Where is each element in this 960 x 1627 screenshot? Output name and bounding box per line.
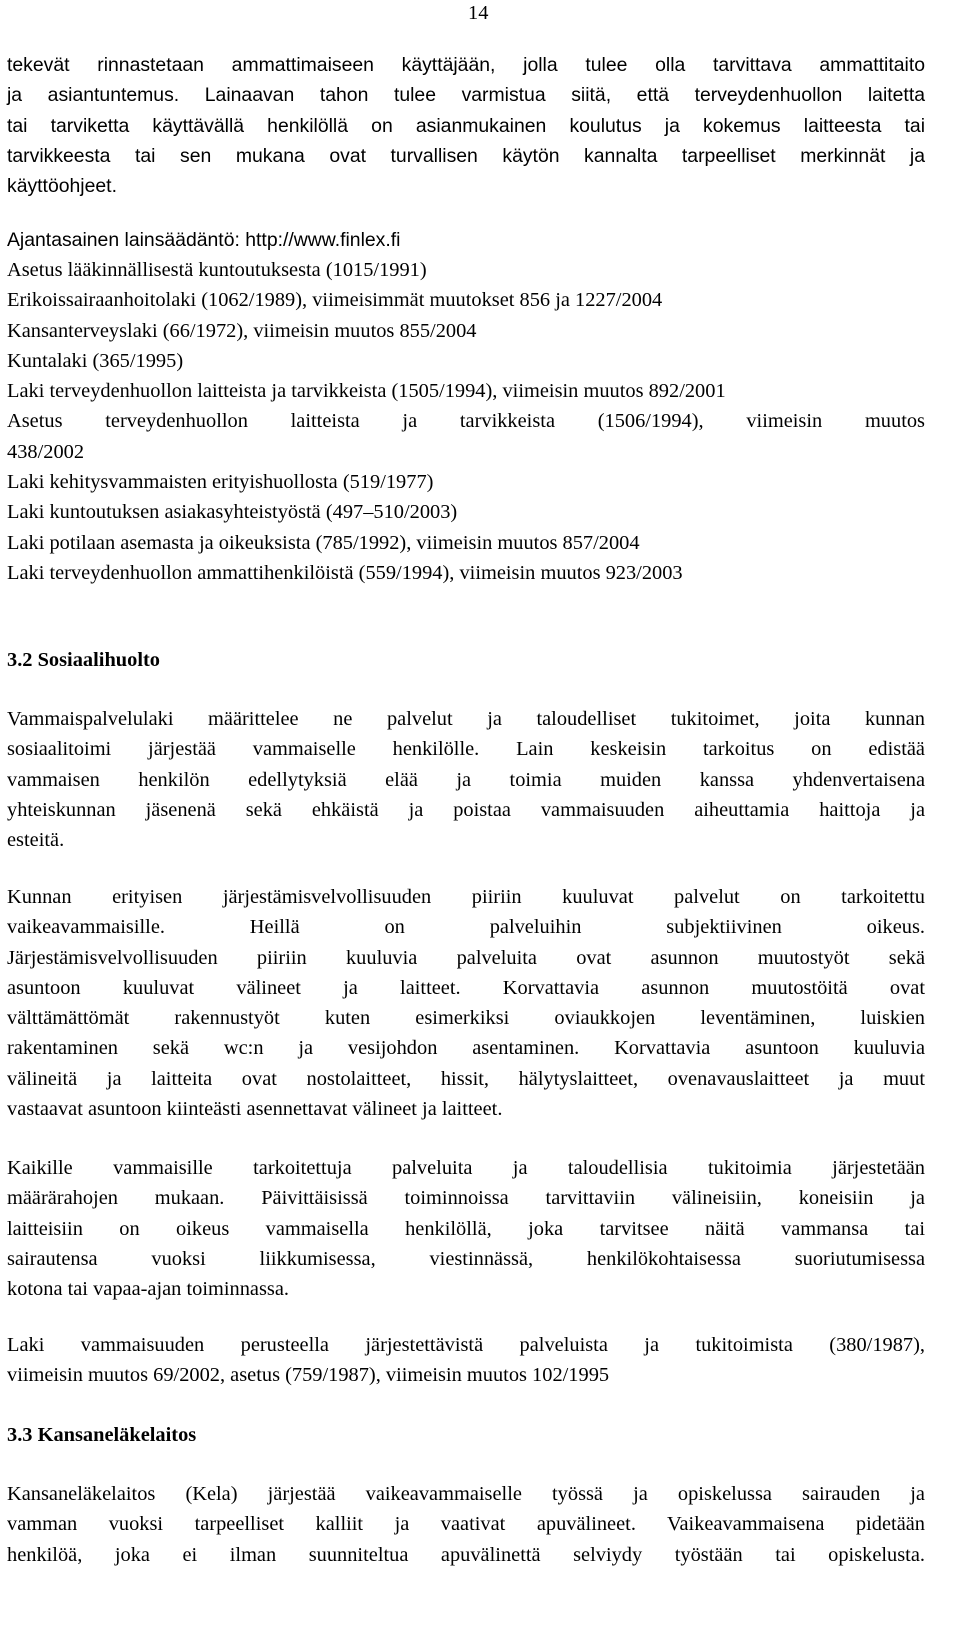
- legislation-label-text: Ajantasainen lainsäädäntö: http://www.finlex.fi: [7, 229, 401, 251]
- paragraph-line: välineitä ja laitteita ovat nostolaitteet, hissit, hälytyslaitteet, ovenavauslaitteet ja muut: [7, 1067, 925, 1090]
- legislation-item: Kansanterveyslaki (66/1972), viimeisin muutos 855/2004: [7, 319, 477, 342]
- section-3-2-paragraph-2: [7, 882, 925, 1124]
- paragraph-line: vaikeavammaisille. Heillä on palveluihin subjektiivinen oikeus.: [7, 916, 925, 939]
- paragraph-line: vammaisen henkilön edellytyksiä elää ja toimia muiden kanssa yhdenvertaisena: [7, 768, 925, 791]
- intro-line: ja asiantuntemus. Lainaavan tahon tulee varmistua siitä, että terveydenhuollon laitetta: [7, 84, 925, 107]
- section-3-2-paragraph-1: [7, 704, 925, 855]
- paragraph-line: vamman vuoksi tarpeelliset kalliit ja vaativat apuvälineet. Vaikeavammaisena pidetään: [7, 1513, 925, 1536]
- legislation-item: Laki terveydenhuollon laitteista ja tarvikkeista (1505/1994), viimeisin muutos 892/2001: [7, 380, 726, 403]
- section-3-2-paragraph-3: [7, 1153, 925, 1304]
- legislation-item: Laki kehitysvammaisten erityishuollosta (519/1977): [7, 471, 434, 494]
- paragraph-line: Vammaispalvelulaki määrittelee ne palvelut ja taloudelliset tukitoimet, joita kunnan: [7, 708, 925, 730]
- legislation-list: [7, 255, 925, 588]
- paragraph-line: sosiaalitoimi järjestää vammaiselle henkilölle. Lain keskeisin tarkoitus on edistää: [7, 738, 925, 761]
- intro-line: käyttöohjeet.: [7, 175, 117, 198]
- paragraph-line: Kaikille vammaisille tarkoitettuja palveluita ja taloudellisia tukitoimia järjestetään: [7, 1157, 925, 1179]
- paragraph-line: rakentaminen sekä wc:n ja vesijohdon asentaminen. Korvattavia asuntoon kuuluvia: [7, 1037, 925, 1060]
- legislation-label: [7, 225, 925, 255]
- paragraph-line: määrärahojen mukaan. Päivittäisissä toiminnoissa tarvittaviin välineisiin, koneisiin ja: [7, 1187, 925, 1210]
- legislation-item: Asetus terveydenhuollon laitteista ja tarvikkeista (1506/1994), viimeisin muutos: [7, 410, 925, 433]
- legislation-item: Kuntalaki (365/1995): [7, 349, 184, 372]
- section-heading-3-3: 3.3 Kansaneläkelaitos: [7, 1424, 197, 1446]
- legislation-item: Laki terveydenhuollon ammattihenkilöistä (559/1994), viimeisin muutos 923/2003: [7, 561, 683, 584]
- paragraph-line: laitteisiin on oikeus vammaisella henkilöllä, joka tarvitsee näitä vammansa tai: [7, 1217, 925, 1240]
- paragraph-line: Kunnan erityisen järjestämisvelvollisuuden piiriin kuuluvat palvelut on tarkoitettu: [7, 886, 925, 908]
- paragraph-line: esteitä.: [7, 829, 65, 852]
- paragraph-line: kotona tai vapaa-ajan toiminnassa.: [7, 1278, 289, 1301]
- section-heading-3-2: 3.2 Sosiaalihuolto: [7, 649, 160, 671]
- paragraph-line: henkilöä, joka ei ilman suunniteltua apuvälinettä selviydy työstään tai opiskelusta.: [7, 1543, 925, 1566]
- intro-line: tekevät rinnastetaan ammattimaiseen käyttäjään, jolla tulee olla tarvittava ammattitaito: [7, 54, 925, 76]
- paragraph-line: välttämättömät rakennustyöt kuten esimerkiksi oviaukkojen leventäminen, luiskien: [7, 1007, 925, 1030]
- legislation-item: Asetus lääkinnällisestä kuntoutuksesta (1015/1991): [7, 259, 427, 281]
- paragraph-line: Järjestämisvelvollisuuden piiriin kuuluvia palveluita ovat asunnon muutostyöt sekä: [7, 946, 925, 969]
- paragraph-line: sairautensa vuoksi liikkumisessa, viestinnässä, henkilökohtaisessa suoriutumisessa: [7, 1247, 925, 1270]
- paragraph-line: viimeisin muutos 69/2002, asetus (759/1987), viimeisin muutos 102/1995: [7, 1364, 610, 1387]
- paragraph-line: Laki vammaisuuden perusteella järjestettävistä palveluista ja tukitoimista (380/1987),: [7, 1334, 925, 1356]
- legislation-item: Laki potilaan asemasta ja oikeuksista (785/1992), viimeisin muutos 857/2004: [7, 531, 640, 554]
- legislation-item: Erikoissairaanhoitolaki (1062/1989), viimeisimmät muutokset 856 ja 1227/2004: [7, 289, 663, 312]
- paragraph-line: yhteiskunnan jäsenenä sekä ehkäistä ja poistaa vammaisuuden aiheuttamia haittoja ja: [7, 798, 925, 821]
- section-3-3-paragraph-1: [7, 1479, 925, 1570]
- paragraph-line: asuntoon kuuluvat välineet ja laitteet. Korvattavia asunnon muutostöitä ovat: [7, 976, 925, 999]
- section-3-2-paragraph-4: [7, 1330, 925, 1391]
- legislation-item: Laki kuntoutuksen asiakasyhteistyöstä (497–510/2003): [7, 501, 458, 524]
- legislation-item: 438/2002: [7, 440, 85, 463]
- paragraph-line: vastaavat asuntoon kiinteästi asennettavat välineet ja laitteet.: [7, 1098, 503, 1121]
- intro-line: tarvikkeesta tai sen mukana ovat turvallisen käytön kannalta tarpeelliset merkinnät ja: [7, 144, 925, 167]
- paragraph-line: Kansaneläkelaitos (Kela) järjestää vaikeavammaiselle työssä ja opiskelussa sairauden ja: [7, 1483, 925, 1505]
- intro-paragraph: [7, 50, 925, 201]
- intro-line: tai tarviketta käyttävällä henkilöllä on asianmukainen koulutus ja kokemus laitteesta tai: [7, 114, 925, 137]
- page-number: 14: [468, 2, 489, 24]
